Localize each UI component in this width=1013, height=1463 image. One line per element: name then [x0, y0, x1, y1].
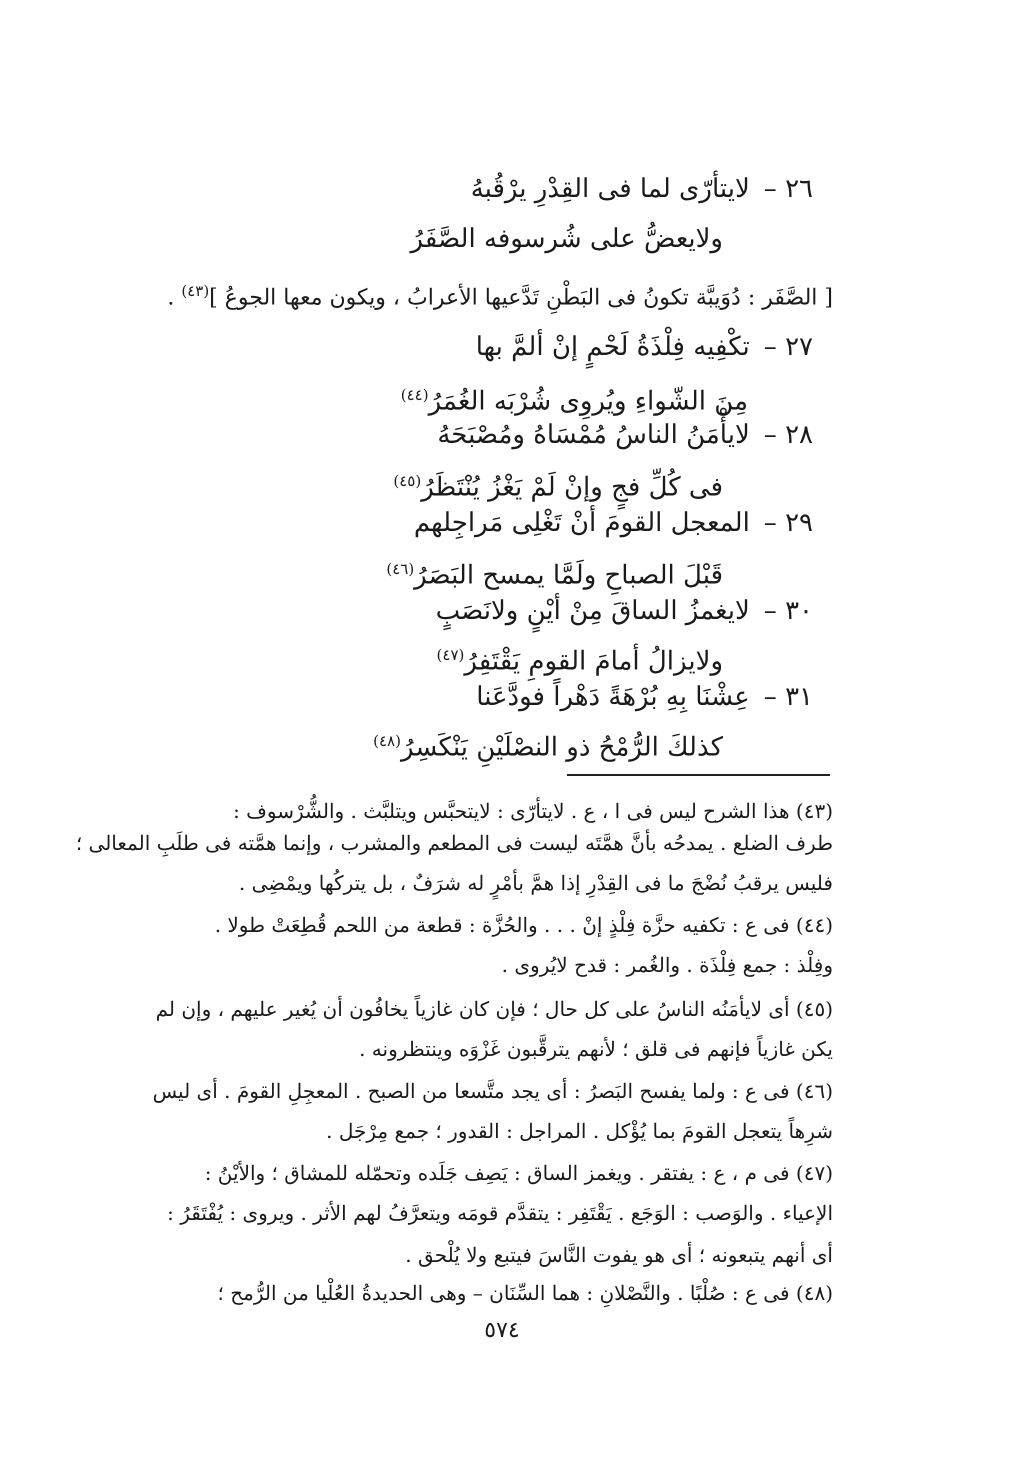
footnote-ref: (٤٤) — [400, 386, 429, 404]
gloss-end: . — [167, 285, 175, 311]
footnote-line: (٤٥) أى لايأمَنُه الناسُ على كل حال ؛ فإن كان غازياً يخافُون أن يُغير عليهم ، وإن لم — [155, 997, 833, 1021]
footnote-ref: (٤٦) — [386, 560, 415, 578]
verse-hemistich: المعجل القومَ أنْ تَغْلِى مَراجِلهم — [413, 508, 750, 538]
footnote-line: (٤٧) فى م ، ع : يفتقر . ويغمز الساق : يَصِف جَلَده وتحمّله للمشاق ؛ والأيْنُ : — [204, 1161, 833, 1185]
verse-number: ٣٠ – — [763, 596, 813, 626]
verse-number: ٢٦ – — [763, 174, 813, 204]
footnote-line: (٤٣) هذا الشرح ليس فى ا ، ع . لايتأرّى : لايتحبَّس ويتلبَّث . والشُّرْسوف : — [233, 799, 833, 823]
verse-number: ٢٩ – — [763, 508, 813, 538]
footnote-line: يكن غازياً فإنهم فى قلق ؛ لأنهم يترقَّبون غَزْوَه وينتظرونه . — [359, 1037, 833, 1061]
verse-29-line-2 — [386, 552, 723, 593]
footnote-line: (٤٨) فى ع : صُلْبًا . والنَّصْلانِ : هما السِّنَان – وهى الحديدةُ العُلْيا من الرُّمح ؛ — [217, 1281, 833, 1305]
verse-28-line-2 — [393, 464, 723, 505]
verse-hemistich: تكْفِيه فِلْذَةُ لَحْمٍ إنْ ألمَّ بها — [475, 332, 750, 362]
verse-27-line-1 — [476, 330, 813, 364]
footnote-line: فليس يرقبُ نُضْجَ ما فى القِدْرِ إذا همَّ بأمْرٍ له شرَفٌ ، بل يتركُها ويمْضِى . — [238, 871, 833, 895]
verse-27-line-2 — [401, 378, 748, 419]
footnote-separator — [567, 774, 830, 776]
verse-hemistich: فى كُلِّ فجٍ وإنْ لَمْ يَغْزُ يُنْتَظَرُ — [421, 472, 723, 503]
verse-26-line-1 — [471, 172, 813, 206]
footnote-line: (٤٦) فى ع : ولما يفسح البَصرُ : أى يجد متَّسعا من الصبح . المعجِلِ القومَ . أى ليس — [152, 1079, 833, 1103]
verse-hemistich: قَبْلَ الصباحِ ولَمَّا يمسح البَصَرُ — [414, 560, 723, 591]
verse-31-line-2 — [373, 724, 723, 765]
verse-hemistich: لايتأرّى لما فى القِدْرِ يرْقُبهُ — [470, 174, 750, 204]
verse-number: ٢٨ – — [763, 420, 813, 450]
verse-hemistich: لايغمزُ الساقَ مِنْ أيْنٍ ولانَصَبٍ — [435, 596, 750, 626]
verse-30-line-1 — [436, 594, 813, 628]
footnote-line: شرِهاً يتعجل القومَ بما يُؤْكل . المراجل : القدور ؛ جمع مِرْجَل . — [326, 1119, 833, 1143]
footnote-ref: (٤٧) — [436, 646, 465, 664]
verse-number: ٢٧ – — [763, 332, 813, 362]
footnote-line: (٤٤) فى ع : تكفيه حزَّة فِلْذٍ إنْ . . . والحُزَّة : قطعة من اللحم قُطِعَتْ طولا . — [214, 913, 833, 937]
verse-26-line-2 — [410, 222, 723, 256]
verse-hemistich: كذلكَ الرُّمْحُ ذو النصْلَيْنِ يَنْكَسِرُ — [400, 732, 723, 763]
verse-hemistich: ولايعضُّ على شُرسوفه الصَّفَرُ — [410, 224, 723, 254]
verse-29-line-1 — [414, 506, 813, 540]
footnote-line: أى أنهم يتبعونه ؛ أى هو يفوت النَّاسَ فيتبع ولا يُلْحق . — [405, 1243, 833, 1267]
verse-hemistich: ولايزالُ أمامَ القومِ يَقْتَفِرُ — [464, 646, 723, 677]
verse-hemistich: مِنَ الشّواءِ ويُروِى شُرْبَه الغُمَرُ — [428, 386, 748, 417]
page-number: ٥٧٤ — [484, 1318, 520, 1343]
verse-31-line-1 — [476, 680, 813, 714]
gloss-line — [167, 274, 833, 315]
verse-28-line-1 — [437, 418, 813, 452]
verse-number: ٣١ – — [763, 682, 813, 712]
footnote-ref: (٤٥) — [393, 472, 422, 490]
footnote-line: وفِلْذ : جمع فِلْذَة . والغُمر : قدح لايُروى . — [501, 953, 833, 977]
verse-hemistich: لايأْمَنُ الناسُ مُمْسَاهُ ومُصْبَحَهُ — [437, 420, 750, 450]
footnote-line: الإعياء . والوَصب : الوَجَع . يَقْتَفِر : يتقدَّم قومَه ويتعرَّفُ لهم الأثر . ويروى : يُفْتَقَرُ : — [167, 1201, 833, 1225]
footnote-line: طرف الضلع . يمدحُه بأنَّ همَّتَه ليست فى المطعم والمشرب ، وإنما همَّته فى طلَبِ المعالى ؛ — [75, 831, 833, 855]
footnote-ref: (٤٨) — [373, 732, 401, 750]
gloss-text: [ الصَّفَر : دُوَيبَّة تكونُ فى البَطْنِ تَدَّعيها الأعرابُ ، ويكون معها الجوعُ ] — [209, 285, 833, 311]
footnote-ref: (٤٣) — [181, 282, 210, 300]
verse-hemistich: عِشْنَا بِهِ بُرْهَةً دَهْراً فودَّعَنا — [476, 682, 750, 712]
verse-30-line-2 — [437, 638, 723, 679]
